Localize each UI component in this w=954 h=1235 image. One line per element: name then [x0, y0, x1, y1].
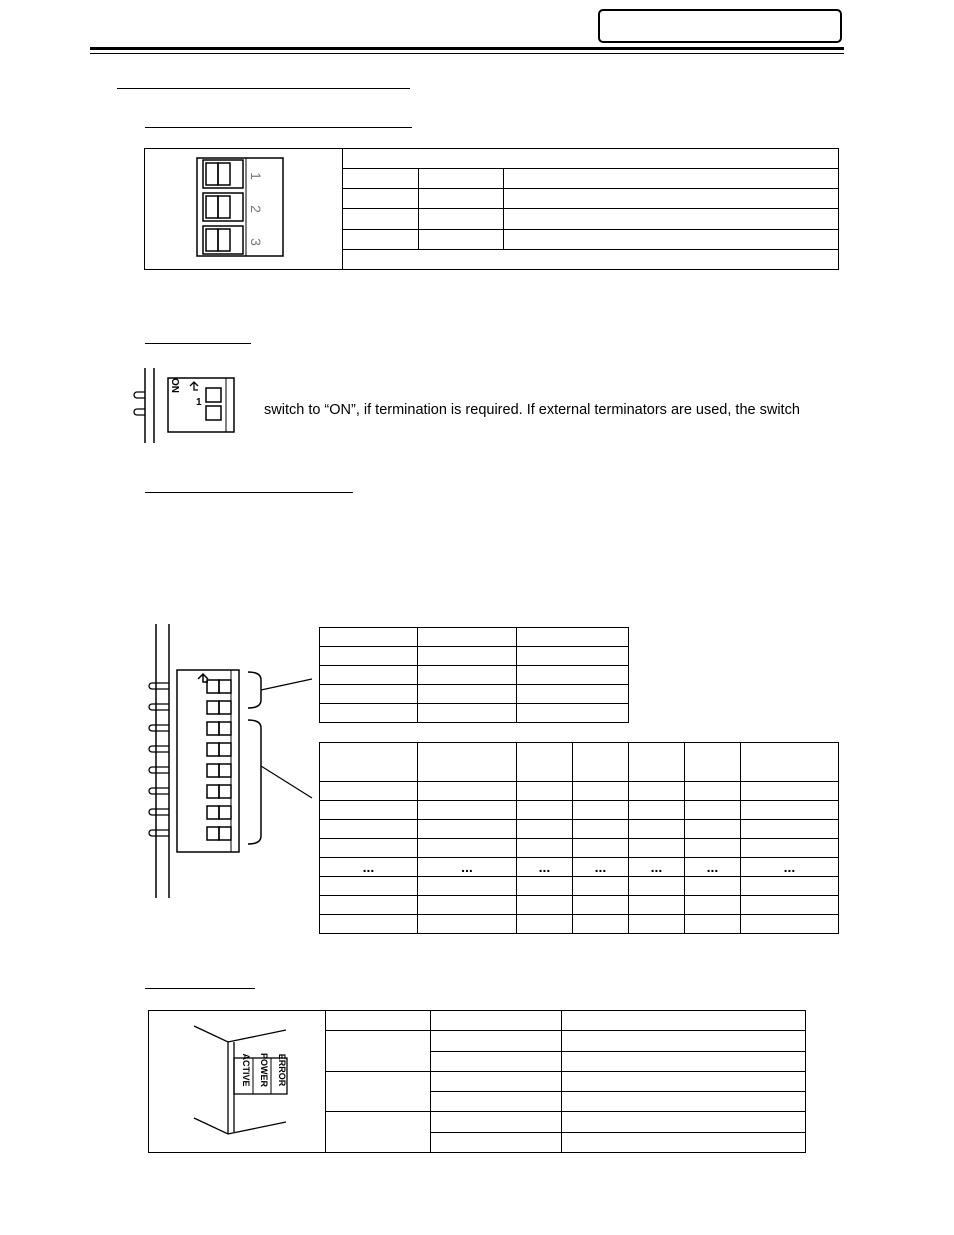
- table-cell: [418, 628, 517, 647]
- header-rule: [90, 47, 844, 50]
- table-header-cell: [741, 743, 839, 782]
- table-cell: [343, 209, 419, 229]
- table-cell: [517, 647, 629, 666]
- table-1-footer: [343, 249, 839, 269]
- table-row: [320, 685, 629, 704]
- table-cell: [517, 820, 573, 839]
- table-cell: [685, 896, 741, 915]
- termination-switch-number: 1: [196, 397, 202, 408]
- termination-title-underline: [145, 343, 251, 344]
- table-cell: [320, 877, 418, 896]
- table-cell: [629, 820, 685, 839]
- switch-settings-table: [342, 148, 839, 270]
- table-cell: [419, 229, 504, 249]
- subsection-1-underline: [145, 127, 412, 128]
- header-rule-thin: [90, 53, 844, 54]
- table-ellipsis-row: [320, 858, 839, 877]
- table-cell: [343, 229, 419, 249]
- table-cell: [517, 704, 629, 723]
- switch-label-1: 1: [247, 172, 264, 180]
- table-cell: [629, 877, 685, 896]
- table-cell: [320, 704, 418, 723]
- table-cell: [629, 915, 685, 934]
- switch-label-2: 2: [247, 205, 264, 213]
- table-cell: [629, 839, 685, 858]
- table-row: [320, 782, 839, 801]
- table-cell: [431, 1071, 562, 1091]
- table-cell: [419, 209, 504, 229]
- table-cell: [562, 1071, 806, 1091]
- table-cell: [320, 647, 418, 666]
- table-row: [320, 820, 839, 839]
- table-row: [320, 896, 839, 915]
- table-cell: [418, 877, 517, 896]
- table-cell: [573, 877, 629, 896]
- table-header-cell: [320, 743, 418, 782]
- table-header-row: [320, 743, 839, 782]
- table-cell: [741, 915, 839, 934]
- table-row: [343, 169, 839, 189]
- section-title-underline: [117, 88, 410, 89]
- table-cell: [741, 896, 839, 915]
- ellipsis-cell: ...: [629, 858, 685, 877]
- table-cell: [685, 877, 741, 896]
- ellipsis-cell: ...: [685, 858, 741, 877]
- dip-upper-table: [319, 627, 629, 723]
- table-cell: [562, 1132, 806, 1152]
- table-cell: [431, 1132, 562, 1152]
- table-header-cell: [418, 743, 517, 782]
- ellipsis-cell: ...: [418, 858, 517, 877]
- table-row: [320, 666, 629, 685]
- switch-label-3: 3: [247, 238, 264, 246]
- dip-switch-block-icon: [140, 624, 320, 904]
- table-cell: [320, 801, 418, 820]
- led-status-table: [325, 1010, 806, 1153]
- table-cell: [504, 189, 839, 209]
- table-row: [320, 628, 629, 647]
- dip-address-table: [319, 742, 839, 934]
- table-row: [343, 189, 839, 209]
- table-cell: [418, 647, 517, 666]
- table-cell: [573, 915, 629, 934]
- table-header-cell: [517, 743, 573, 782]
- table-cell: [573, 820, 629, 839]
- table-cell: [685, 915, 741, 934]
- table-header-row: [326, 1011, 806, 1031]
- table-cell: [431, 1092, 562, 1112]
- table-cell: [418, 820, 517, 839]
- table-row: [326, 1071, 806, 1091]
- table-cell: [517, 896, 573, 915]
- table-header-cell: [431, 1011, 562, 1031]
- table-cell: [685, 801, 741, 820]
- table-cell: [629, 782, 685, 801]
- ellipsis-cell: ...: [573, 858, 629, 877]
- table-cell: [320, 820, 418, 839]
- table-cell: [741, 820, 839, 839]
- table-cell: [562, 1031, 806, 1051]
- table-header-cell: [685, 743, 741, 782]
- led-group-cell: [326, 1071, 431, 1112]
- table-cell: [418, 896, 517, 915]
- table-cell: [573, 896, 629, 915]
- table-cell: [517, 782, 573, 801]
- table-row: [343, 229, 839, 249]
- table-cell: [320, 628, 418, 647]
- table-header-cell: [326, 1011, 431, 1031]
- table-cell: [517, 915, 573, 934]
- table-cell: [320, 915, 418, 934]
- led-group-cell: [326, 1112, 431, 1153]
- table-row: [320, 839, 839, 858]
- table-cell: [418, 685, 517, 704]
- table-cell: [504, 169, 839, 189]
- table-cell: [517, 666, 629, 685]
- termination-description: switch to “ON”, if termination is required. If external terminators are used, the switch: [264, 402, 800, 418]
- table-cell: [343, 189, 419, 209]
- table-cell: [741, 877, 839, 896]
- table-cell: [320, 666, 418, 685]
- table-cell: [418, 915, 517, 934]
- table-cell: [741, 782, 839, 801]
- table-cell: [573, 782, 629, 801]
- table-row: [320, 915, 839, 934]
- table-1-title: [343, 149, 839, 169]
- table-cell: [517, 839, 573, 858]
- table-cell: [573, 839, 629, 858]
- ellipsis-cell: ...: [741, 858, 839, 877]
- table-row: [320, 704, 629, 723]
- table-cell: [562, 1092, 806, 1112]
- slide-switch-icon: [196, 157, 286, 259]
- table-cell: [431, 1031, 562, 1051]
- table-cell: [419, 169, 504, 189]
- led-group-cell: [326, 1031, 431, 1072]
- table-cell: [419, 189, 504, 209]
- table-row: [320, 801, 839, 820]
- table-header-cell: [629, 743, 685, 782]
- table-header-cell: [573, 743, 629, 782]
- ellipsis-cell: ...: [320, 858, 418, 877]
- table-cell: [431, 1112, 562, 1132]
- table-cell: [517, 877, 573, 896]
- dip-title-underline: [145, 492, 353, 493]
- table-row: [343, 209, 839, 229]
- termination-switch-icon: [128, 368, 238, 444]
- table-cell: [504, 209, 839, 229]
- led-label-error: ERROR: [277, 1053, 287, 1087]
- table-cell: [418, 801, 517, 820]
- table-cell: [418, 839, 517, 858]
- table-cell: [418, 666, 517, 685]
- termination-on-label: ON: [169, 378, 180, 393]
- led-label-active: ACTIVE: [241, 1053, 251, 1087]
- table-cell: [418, 782, 517, 801]
- table-cell: [343, 169, 419, 189]
- table-cell: [741, 839, 839, 858]
- ellipsis-cell: ...: [517, 858, 573, 877]
- table-cell: [418, 704, 517, 723]
- table-row: [326, 1112, 806, 1132]
- table-cell: [685, 839, 741, 858]
- table-cell: [629, 801, 685, 820]
- table-cell: [320, 782, 418, 801]
- table-cell: [741, 801, 839, 820]
- header-label-box: [598, 9, 842, 43]
- table-cell: [562, 1051, 806, 1071]
- table-cell: [320, 839, 418, 858]
- table-cell: [562, 1112, 806, 1132]
- table-cell: [517, 685, 629, 704]
- table-cell: [685, 782, 741, 801]
- table-cell: [504, 229, 839, 249]
- table-cell: [517, 628, 629, 647]
- table-header-cell: [562, 1011, 806, 1031]
- table-cell: [685, 820, 741, 839]
- table-cell: [431, 1051, 562, 1071]
- table-cell: [573, 801, 629, 820]
- table-cell: [320, 896, 418, 915]
- table-cell: [320, 685, 418, 704]
- table-row: [326, 1031, 806, 1051]
- table-row: [320, 877, 839, 896]
- led-label-power: POWER: [259, 1052, 269, 1087]
- table-cell: [517, 801, 573, 820]
- led-title-underline: [145, 988, 255, 989]
- table-cell: [629, 896, 685, 915]
- table-row: [320, 647, 629, 666]
